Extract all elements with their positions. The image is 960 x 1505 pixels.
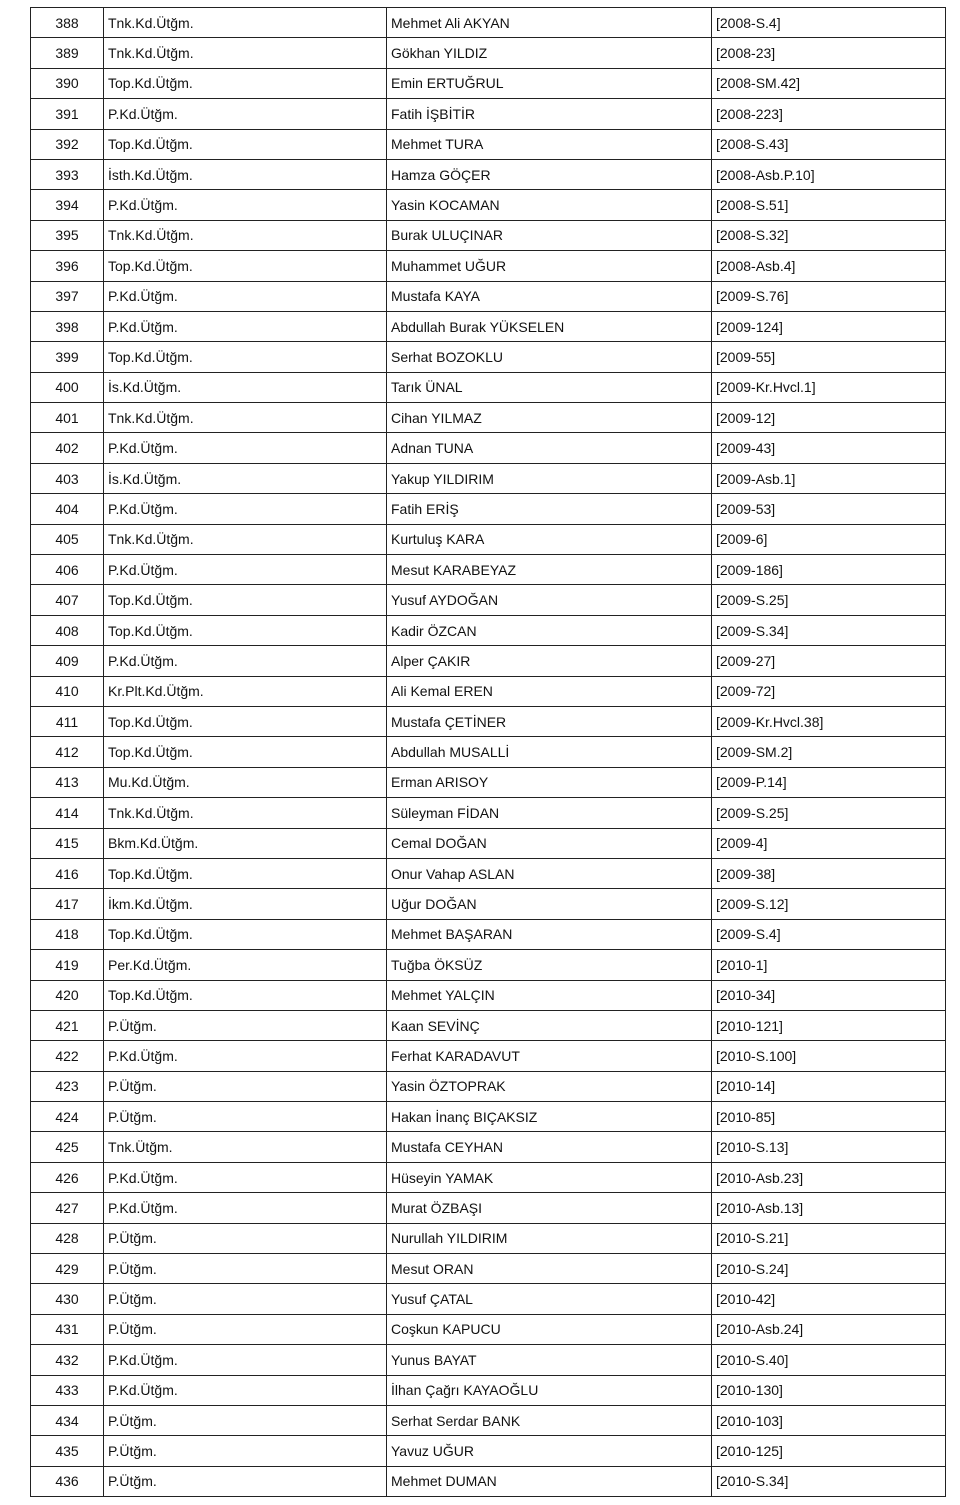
rank-cell: P.Ütğm. (104, 1466, 387, 1496)
row-number-cell: 420 (31, 980, 104, 1010)
row-number-cell: 427 (31, 1193, 104, 1223)
rank-cell: P.Kd.Ütğm. (104, 99, 387, 129)
table-row (31, 463, 946, 493)
name-cell: Yasin ÖZTOPRAK (387, 1071, 712, 1101)
reference-cell: [2010-S.34] (712, 1466, 946, 1496)
rank-cell: Top.Kd.Ütğm. (104, 585, 387, 615)
reference-cell: [2008-223] (712, 99, 946, 129)
rank-cell: Top.Kd.Ütğm. (104, 919, 387, 949)
reference-cell: [2008-S.51] (712, 190, 946, 220)
name-cell: Coşkun KAPUCU (387, 1314, 712, 1344)
table-row (31, 403, 946, 433)
table-row (31, 1254, 946, 1284)
reference-cell: [2009-72] (712, 676, 946, 706)
row-number-cell: 399 (31, 342, 104, 372)
row-number-cell: 404 (31, 494, 104, 524)
row-number-cell: 391 (31, 99, 104, 129)
rank-cell: Top.Kd.Ütğm. (104, 737, 387, 767)
rank-cell: Top.Kd.Ütğm. (104, 342, 387, 372)
rank-cell: Mu.Kd.Ütğm. (104, 767, 387, 797)
reference-cell: [2010-S.40] (712, 1345, 946, 1375)
name-cell: Mesut KARABEYAZ (387, 555, 712, 585)
name-cell: Yusuf ÇATAL (387, 1284, 712, 1314)
name-cell: Kadir ÖZCAN (387, 615, 712, 645)
row-number-cell: 422 (31, 1041, 104, 1071)
row-number-cell: 423 (31, 1071, 104, 1101)
reference-cell: [2010-Asb.23] (712, 1162, 946, 1192)
rank-cell: P.Kd.Ütğm. (104, 1193, 387, 1223)
table-row (31, 311, 946, 341)
rank-cell: Top.Kd.Ütğm. (104, 706, 387, 736)
reference-cell: [2009-27] (712, 646, 946, 676)
row-number-cell: 395 (31, 220, 104, 250)
rank-cell: Tnk.Ütğm. (104, 1132, 387, 1162)
name-cell: Erman ARISOY (387, 767, 712, 797)
rank-cell: Tnk.Kd.Ütğm. (104, 38, 387, 68)
row-number-cell: 430 (31, 1284, 104, 1314)
rank-cell: P.Ütğm. (104, 1436, 387, 1466)
rank-cell: P.Kd.Ütğm. (104, 1375, 387, 1405)
row-number-cell: 434 (31, 1405, 104, 1435)
name-cell: Mehmet TURA (387, 129, 712, 159)
table-row (31, 555, 946, 585)
reference-cell: [2010-103] (712, 1405, 946, 1435)
row-number-cell: 393 (31, 159, 104, 189)
reference-cell: [2009-124] (712, 311, 946, 341)
row-number-cell: 436 (31, 1466, 104, 1496)
reference-cell: [2008-SM.42] (712, 68, 946, 98)
table-row (31, 1041, 946, 1071)
reference-cell: [2010-S.13] (712, 1132, 946, 1162)
reference-cell: [2008-S.4] (712, 8, 946, 38)
name-cell: Yusuf AYDOĞAN (387, 585, 712, 615)
name-cell: Ali Kemal EREN (387, 676, 712, 706)
name-cell: Mustafa CEYHAN (387, 1132, 712, 1162)
reference-cell: [2009-Kr.Hvcl.38] (712, 706, 946, 736)
name-cell: Yavuz UĞUR (387, 1436, 712, 1466)
name-cell: Uğur DOĞAN (387, 889, 712, 919)
name-cell: Mehmet DUMAN (387, 1466, 712, 1496)
name-cell: Mehmet Ali AKYAN (387, 8, 712, 38)
table-row (31, 433, 946, 463)
reference-cell: [2010-34] (712, 980, 946, 1010)
rank-cell: İs.Kd.Ütğm. (104, 463, 387, 493)
row-number-cell: 429 (31, 1254, 104, 1284)
table-row (31, 1375, 946, 1405)
rank-cell: P.Ütğm. (104, 1071, 387, 1101)
table-row (31, 1314, 946, 1344)
reference-cell: [2010-S.100] (712, 1041, 946, 1071)
row-number-cell: 418 (31, 919, 104, 949)
table-row (31, 1193, 946, 1223)
reference-cell: [2009-S.12] (712, 889, 946, 919)
reference-cell: [2009-4] (712, 828, 946, 858)
name-cell: Abdullah Burak YÜKSELEN (387, 311, 712, 341)
row-number-cell: 394 (31, 190, 104, 220)
rank-cell: P.Ütğm. (104, 1254, 387, 1284)
table-row (31, 889, 946, 919)
reference-cell: [2009-186] (712, 555, 946, 585)
rank-cell: P.Kd.Ütğm. (104, 494, 387, 524)
reference-cell: [2010-Asb.13] (712, 1193, 946, 1223)
table-row (31, 1345, 946, 1375)
table-row (31, 8, 946, 38)
reference-cell: [2009-55] (712, 342, 946, 372)
name-cell: Nurullah YILDIRIM (387, 1223, 712, 1253)
name-cell: Yasin KOCAMAN (387, 190, 712, 220)
table-row (31, 372, 946, 402)
name-cell: Cemal DOĞAN (387, 828, 712, 858)
name-cell: Süleyman FİDAN (387, 798, 712, 828)
name-cell: Fatih İŞBİTİR (387, 99, 712, 129)
name-cell: Hakan İnanç BIÇAKSIZ (387, 1102, 712, 1132)
name-cell: Kurtuluş KARA (387, 524, 712, 554)
reference-cell: [2010-Asb.24] (712, 1314, 946, 1344)
rank-cell: Tnk.Kd.Ütğm. (104, 8, 387, 38)
row-number-cell: 419 (31, 950, 104, 980)
table-row (31, 798, 946, 828)
table-row (31, 251, 946, 281)
table-row (31, 99, 946, 129)
rank-cell: P.Kd.Ütğm. (104, 1162, 387, 1192)
row-number-cell: 425 (31, 1132, 104, 1162)
row-number-cell: 431 (31, 1314, 104, 1344)
name-cell: Yakup YILDIRIM (387, 463, 712, 493)
rank-cell: Top.Kd.Ütğm. (104, 129, 387, 159)
table-row (31, 980, 946, 1010)
reference-cell: [2010-125] (712, 1436, 946, 1466)
row-number-cell: 435 (31, 1436, 104, 1466)
table-row (31, 706, 946, 736)
reference-cell: [2009-12] (712, 403, 946, 433)
name-cell: Emin ERTUĞRUL (387, 68, 712, 98)
name-cell: Mustafa KAYA (387, 281, 712, 311)
table-row (31, 919, 946, 949)
name-cell: Hamza GÖÇER (387, 159, 712, 189)
reference-cell: [2010-1] (712, 950, 946, 980)
name-cell: Gökhan YILDIZ (387, 38, 712, 68)
reference-cell: [2010-S.21] (712, 1223, 946, 1253)
row-number-cell: 410 (31, 676, 104, 706)
row-number-cell: 433 (31, 1375, 104, 1405)
table-row (31, 1010, 946, 1040)
rank-cell: İsth.Kd.Ütğm. (104, 159, 387, 189)
row-number-cell: 405 (31, 524, 104, 554)
name-cell: Serhat BOZOKLU (387, 342, 712, 372)
row-number-cell: 424 (31, 1102, 104, 1132)
row-number-cell: 407 (31, 585, 104, 615)
row-number-cell: 392 (31, 129, 104, 159)
reference-cell: [2008-S.43] (712, 129, 946, 159)
reference-cell: [2009-53] (712, 494, 946, 524)
table-row (31, 159, 946, 189)
reference-cell: [2010-121] (712, 1010, 946, 1040)
row-number-cell: 390 (31, 68, 104, 98)
rank-cell: Kr.Plt.Kd.Ütğm. (104, 676, 387, 706)
reference-cell: [2009-Asb.1] (712, 463, 946, 493)
row-number-cell: 417 (31, 889, 104, 919)
table-row (31, 615, 946, 645)
name-cell: Hüseyin YAMAK (387, 1162, 712, 1192)
table-row (31, 767, 946, 797)
rank-cell: Top.Kd.Ütğm. (104, 251, 387, 281)
table-row (31, 1284, 946, 1314)
reference-cell: [2009-P.14] (712, 767, 946, 797)
name-cell: Mehmet YALÇIN (387, 980, 712, 1010)
name-cell: Onur Vahap ASLAN (387, 858, 712, 888)
row-number-cell: 400 (31, 372, 104, 402)
rank-cell: P.Ütğm. (104, 1010, 387, 1040)
rank-cell: P.Ütğm. (104, 1405, 387, 1435)
reference-cell: [2010-S.24] (712, 1254, 946, 1284)
rank-cell: Top.Kd.Ütğm. (104, 980, 387, 1010)
row-number-cell: 403 (31, 463, 104, 493)
rank-cell: P.Kd.Ütğm. (104, 433, 387, 463)
table-row (31, 737, 946, 767)
rank-cell: P.Kd.Ütğm. (104, 281, 387, 311)
rank-cell: Tnk.Kd.Ütğm. (104, 798, 387, 828)
rank-cell: P.Ütğm. (104, 1314, 387, 1344)
row-number-cell: 402 (31, 433, 104, 463)
reference-cell: [2010-130] (712, 1375, 946, 1405)
name-cell: Mesut ORAN (387, 1254, 712, 1284)
name-cell: Fatih ERİŞ (387, 494, 712, 524)
name-cell: İlhan Çağrı KAYAOĞLU (387, 1375, 712, 1405)
roster-table-body (31, 8, 946, 1497)
table-row (31, 646, 946, 676)
row-number-cell: 412 (31, 737, 104, 767)
reference-cell: [2009-38] (712, 858, 946, 888)
rank-cell: Tnk.Kd.Ütğm. (104, 220, 387, 250)
name-cell: Burak ULUÇINAR (387, 220, 712, 250)
table-row (31, 585, 946, 615)
row-number-cell: 396 (31, 251, 104, 281)
table-row (31, 1466, 946, 1496)
row-number-cell: 415 (31, 828, 104, 858)
reference-cell: [2010-42] (712, 1284, 946, 1314)
row-number-cell: 421 (31, 1010, 104, 1040)
name-cell: Cihan YILMAZ (387, 403, 712, 433)
row-number-cell: 411 (31, 706, 104, 736)
table-row (31, 1162, 946, 1192)
name-cell: Murat ÖZBAŞI (387, 1193, 712, 1223)
rank-cell: İs.Kd.Ütğm. (104, 372, 387, 402)
row-number-cell: 414 (31, 798, 104, 828)
reference-cell: [2009-S.76] (712, 281, 946, 311)
table-row (31, 220, 946, 250)
rank-cell: P.Kd.Ütğm. (104, 1345, 387, 1375)
row-number-cell: 413 (31, 767, 104, 797)
reference-cell: [2010-14] (712, 1071, 946, 1101)
name-cell: Kaan SEVİNÇ (387, 1010, 712, 1040)
rank-cell: Top.Kd.Ütğm. (104, 68, 387, 98)
table-row (31, 1102, 946, 1132)
table-row (31, 1405, 946, 1435)
rank-cell: Top.Kd.Ütğm. (104, 615, 387, 645)
row-number-cell: 388 (31, 8, 104, 38)
reference-cell: [2008-23] (712, 38, 946, 68)
reference-cell: [2008-S.32] (712, 220, 946, 250)
table-row (31, 38, 946, 68)
rank-cell: P.Ütğm. (104, 1223, 387, 1253)
table-row (31, 676, 946, 706)
table-row (31, 1436, 946, 1466)
rank-cell: Tnk.Kd.Ütğm. (104, 403, 387, 433)
reference-cell: [2009-S.25] (712, 585, 946, 615)
table-row (31, 1132, 946, 1162)
reference-cell: [2010-85] (712, 1102, 946, 1132)
row-number-cell: 389 (31, 38, 104, 68)
name-cell: Mustafa ÇETİNER (387, 706, 712, 736)
table-row (31, 494, 946, 524)
rank-cell: İkm.Kd.Ütğm. (104, 889, 387, 919)
row-number-cell: 432 (31, 1345, 104, 1375)
row-number-cell: 406 (31, 555, 104, 585)
row-number-cell: 401 (31, 403, 104, 433)
rank-cell: P.Kd.Ütğm. (104, 1041, 387, 1071)
rank-cell: P.Ütğm. (104, 1102, 387, 1132)
row-number-cell: 398 (31, 311, 104, 341)
rank-cell: P.Kd.Ütğm. (104, 646, 387, 676)
row-number-cell: 409 (31, 646, 104, 676)
rank-cell: Bkm.Kd.Ütğm. (104, 828, 387, 858)
reference-cell: [2009-S.34] (712, 615, 946, 645)
table-row (31, 68, 946, 98)
name-cell: Yunus BAYAT (387, 1345, 712, 1375)
table-row (31, 129, 946, 159)
officer-roster-table (30, 7, 946, 1497)
name-cell: Tuğba ÖKSÜZ (387, 950, 712, 980)
reference-cell: [2009-Kr.Hvcl.1] (712, 372, 946, 402)
rank-cell: Per.Kd.Ütğm. (104, 950, 387, 980)
rank-cell: P.Kd.Ütğm. (104, 311, 387, 341)
table-row (31, 858, 946, 888)
name-cell: Muhammet UĞUR (387, 251, 712, 281)
reference-cell: [2009-43] (712, 433, 946, 463)
table-row (31, 950, 946, 980)
document-page (30, 7, 945, 1497)
rank-cell: P.Ütğm. (104, 1284, 387, 1314)
reference-cell: [2009-SM.2] (712, 737, 946, 767)
table-row (31, 281, 946, 311)
rank-cell: P.Kd.Ütğm. (104, 190, 387, 220)
row-number-cell: 397 (31, 281, 104, 311)
reference-cell: [2008-Asb.P.10] (712, 159, 946, 189)
name-cell: Mehmet BAŞARAN (387, 919, 712, 949)
rank-cell: Tnk.Kd.Ütğm. (104, 524, 387, 554)
name-cell: Abdullah MUSALLİ (387, 737, 712, 767)
table-row (31, 1071, 946, 1101)
name-cell: Alper ÇAKIR (387, 646, 712, 676)
row-number-cell: 428 (31, 1223, 104, 1253)
table-row (31, 828, 946, 858)
table-row (31, 524, 946, 554)
rank-cell: Top.Kd.Ütğm. (104, 858, 387, 888)
table-row (31, 342, 946, 372)
reference-cell: [2009-6] (712, 524, 946, 554)
name-cell: Tarık ÜNAL (387, 372, 712, 402)
row-number-cell: 426 (31, 1162, 104, 1192)
name-cell: Ferhat KARADAVUT (387, 1041, 712, 1071)
name-cell: Adnan TUNA (387, 433, 712, 463)
row-number-cell: 416 (31, 858, 104, 888)
rank-cell: P.Kd.Ütğm. (104, 555, 387, 585)
row-number-cell: 408 (31, 615, 104, 645)
table-row (31, 190, 946, 220)
name-cell: Serhat Serdar BANK (387, 1405, 712, 1435)
reference-cell: [2009-S.4] (712, 919, 946, 949)
reference-cell: [2008-Asb.4] (712, 251, 946, 281)
reference-cell: [2009-S.25] (712, 798, 946, 828)
table-row (31, 1223, 946, 1253)
